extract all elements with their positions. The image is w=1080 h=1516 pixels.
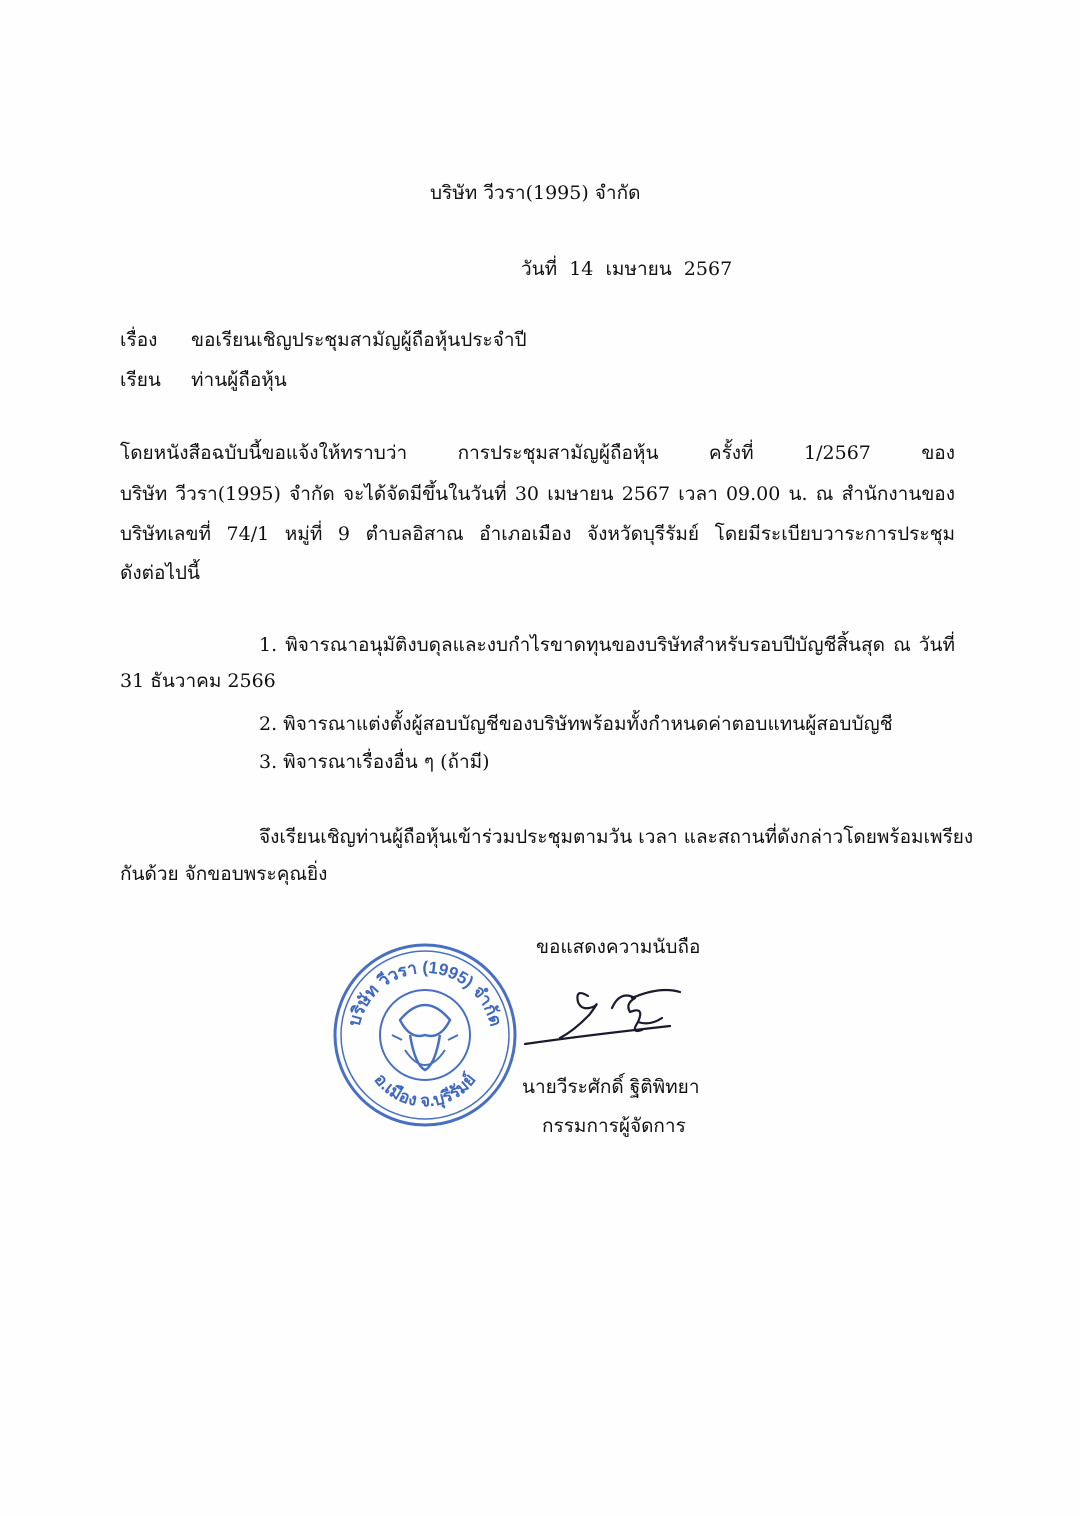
- recipient-text: ท่านผู้ถือหุ้น: [191, 369, 287, 391]
- signer-position: กรรมการผู้จัดการ: [542, 1115, 686, 1137]
- signer-name: นายวีระศักดิ์ ฐิติพิทยา: [522, 1076, 700, 1098]
- stamp-bottom-text: อ.เมือง จ.บุรีรัมย์: [370, 1070, 480, 1111]
- company-seal-stamp: [330, 940, 520, 1130]
- agenda-item-1-continued: 31 ธันวาคม 2566: [120, 670, 276, 692]
- stamp-emblem-figure: [400, 1005, 450, 1036]
- conclusion-line-2: กันด้วย จักขอบพระคุณยิ่ง: [120, 863, 328, 885]
- stamp-emblem-base: [405, 1050, 445, 1065]
- agenda-item-2: 2. พิจารณาแต่งตั้งผู้สอบบัญชีของบริษัทพร้อมทั้งกำหนดค่าตอบแทนผู้สอบบัญชี: [259, 713, 893, 735]
- body-line-3: บริษัทเลขที่ 74/1 หมู่ที่ 9 ตำบลอิสาณ อำเภอเมือง จังหวัดบุรีรัมย์ โดยมีระเบียบวาระการประชุม: [120, 523, 955, 545]
- subject-text: ขอเรียนเชิญประชุมสามัญผู้ถือหุ้นประจำปี: [191, 329, 527, 351]
- letter-date: วันที่ 14 เมษายน 2567: [521, 258, 733, 280]
- handwritten-signature: [520, 978, 695, 1058]
- agenda-item-3: 3. พิจารณาเรื่องอื่น ๆ (ถ้ามี): [259, 751, 490, 773]
- stamp-top-text: บริษัท วีวรา (1995) จำกัด: [344, 958, 506, 1029]
- recipient-label: เรียน: [120, 369, 161, 391]
- body-line-4: ดังต่อไปนี้: [120, 562, 200, 584]
- agenda-item-1: 1. พิจารณาอนุมัติงบดุลและงบกำไรขาดทุนของบริษัทสำหรับรอบปีบัญชีสิ้นสุด ณ วันที่: [259, 634, 955, 656]
- closing-text: ขอแสดงความนับถือ: [536, 936, 701, 958]
- subject-label: เรื่อง: [120, 329, 158, 351]
- body-line-1: โดยหนังสือฉบับนี้ขอแจ้งให้ทราบว่า การประชุมสามัญผู้ถือหุ้น ครั้งที่ 1/2567 ของ: [120, 442, 955, 464]
- conclusion-line-1: จึงเรียนเชิญท่านผู้ถือหุ้นเข้าร่วมประชุมตามวัน เวลา และสถานที่ดังกล่าวโดยพร้อมเพรียง: [259, 826, 974, 848]
- company-name: บริษัท วีวรา(1995) จำกัด: [430, 182, 641, 204]
- body-line-2: บริษัท วีวรา(1995) จำกัด จะได้จัดมีขึ้นในวันที่ 30 เมษายน 2567 เวลา 09.00 น. ณ สำนักงานของ: [120, 483, 955, 505]
